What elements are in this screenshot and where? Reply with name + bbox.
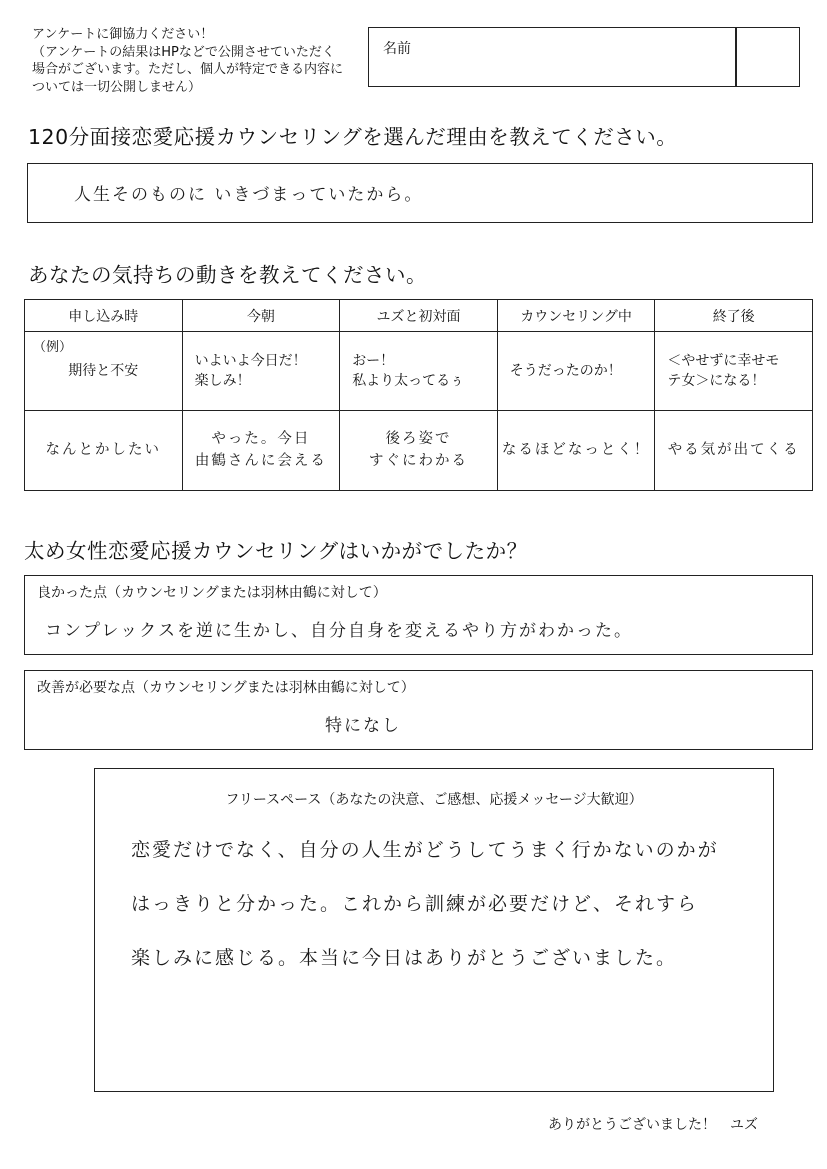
example-cell [497, 332, 655, 410]
example-label: （例） [33, 340, 73, 356]
improvement-box[interactable] [24, 670, 813, 750]
q1-heading: 120分面接恋愛応援カウンセリングを選んだ理由を教えてください。 [28, 125, 678, 149]
feelings-table [24, 299, 813, 491]
example-text: おー！ [352, 352, 395, 369]
q1-answer-box[interactable] [27, 163, 813, 223]
example-text: そうだったのか！ [509, 362, 622, 379]
name-label: 名前 [383, 41, 411, 57]
q2-heading: あなたの気持ちの動きを教えてください。 [28, 263, 427, 287]
column-header: 終了後 [655, 300, 813, 332]
free-space-line: はっきりと分かった。これから訓練が必要だけど、それすら [131, 893, 699, 915]
free-space-line: 楽しみに感じる。本当に今日はありがとうございました。 [131, 947, 678, 969]
answer-cell[interactable] [655, 410, 813, 490]
example-cell [182, 332, 340, 410]
example-row [25, 332, 813, 410]
improvement-label: 改善が必要な点（カウンセリングまたは羽林由鶴に対して） [37, 680, 415, 696]
thanks-note: ありがとうございました！ ユズ [548, 1117, 758, 1133]
answer-cell[interactable] [340, 410, 498, 490]
answer-text: 後ろ姿で [385, 431, 452, 448]
example-text: テ女＞になる！ [667, 372, 766, 389]
good-points-answer: コンプレックスを逆に生かし、自分自身を変えるやり方がわかった。 [45, 621, 633, 641]
answer-text: すぐにわかる [368, 453, 468, 470]
answer-text: なんとかしたい [45, 442, 162, 459]
example-cell [655, 332, 813, 410]
q3-heading: 太め女性恋愛応援カウンセリングはいかがでしたか？ [24, 539, 528, 563]
answer-row [25, 410, 813, 490]
example-text: 期待と不安 [68, 362, 139, 379]
answer-cell[interactable] [25, 410, 183, 490]
intro-line: 場合がございます。ただし、個人が特定できる内容に [32, 62, 343, 77]
column-header: ユズと初対面 [340, 300, 498, 332]
column-header: 申し込み時 [25, 300, 183, 332]
answer-cell[interactable] [182, 410, 340, 490]
example-cell [340, 332, 498, 410]
table-header-row [25, 300, 813, 332]
survey-intro-note [32, 26, 362, 96]
intro-line: アンケートに御協力ください！ [32, 27, 214, 42]
answer-text: やった。今日 [211, 431, 311, 448]
good-points-label: 良かった点（カウンセリングまたは羽林由鶴に対して） [37, 585, 387, 601]
intro-line: ついては一切公開しません） [32, 79, 202, 95]
answer-text: なるほどなっとく！ [501, 442, 651, 459]
good-points-box[interactable] [24, 575, 813, 655]
free-space-box[interactable] [94, 768, 774, 1092]
q1-answer: 人生そのものに いきづまっていたから。 [74, 185, 424, 205]
example-text: いよいよ今日だ！ [194, 352, 307, 369]
intro-line: （アンケートの結果はHPなどで公開させていただく [32, 44, 335, 60]
name-box-divider [735, 28, 737, 86]
example-text: ＜やせずに幸せモ [667, 352, 780, 369]
answer-text: 由鶴さんに会える [194, 453, 327, 470]
column-header: カウンセリング中 [497, 300, 655, 332]
free-space-line: 恋愛だけでなく、自分の人生がどうしてうまく行かないのかが [131, 839, 719, 861]
example-text: 楽しみ！ [194, 372, 251, 389]
free-space-title: フリースペース（あなたの決意、ご感想、応援メッセージ大歓迎） [225, 792, 643, 808]
column-header: 今朝 [182, 300, 340, 332]
answer-cell[interactable] [497, 410, 655, 490]
example-cell [25, 332, 183, 410]
improvement-answer: 特になし [325, 716, 401, 736]
answer-text: やる気が出てくる [667, 442, 800, 459]
name-field[interactable] [368, 27, 800, 87]
example-text: 私より太ってるぅ [352, 372, 465, 389]
